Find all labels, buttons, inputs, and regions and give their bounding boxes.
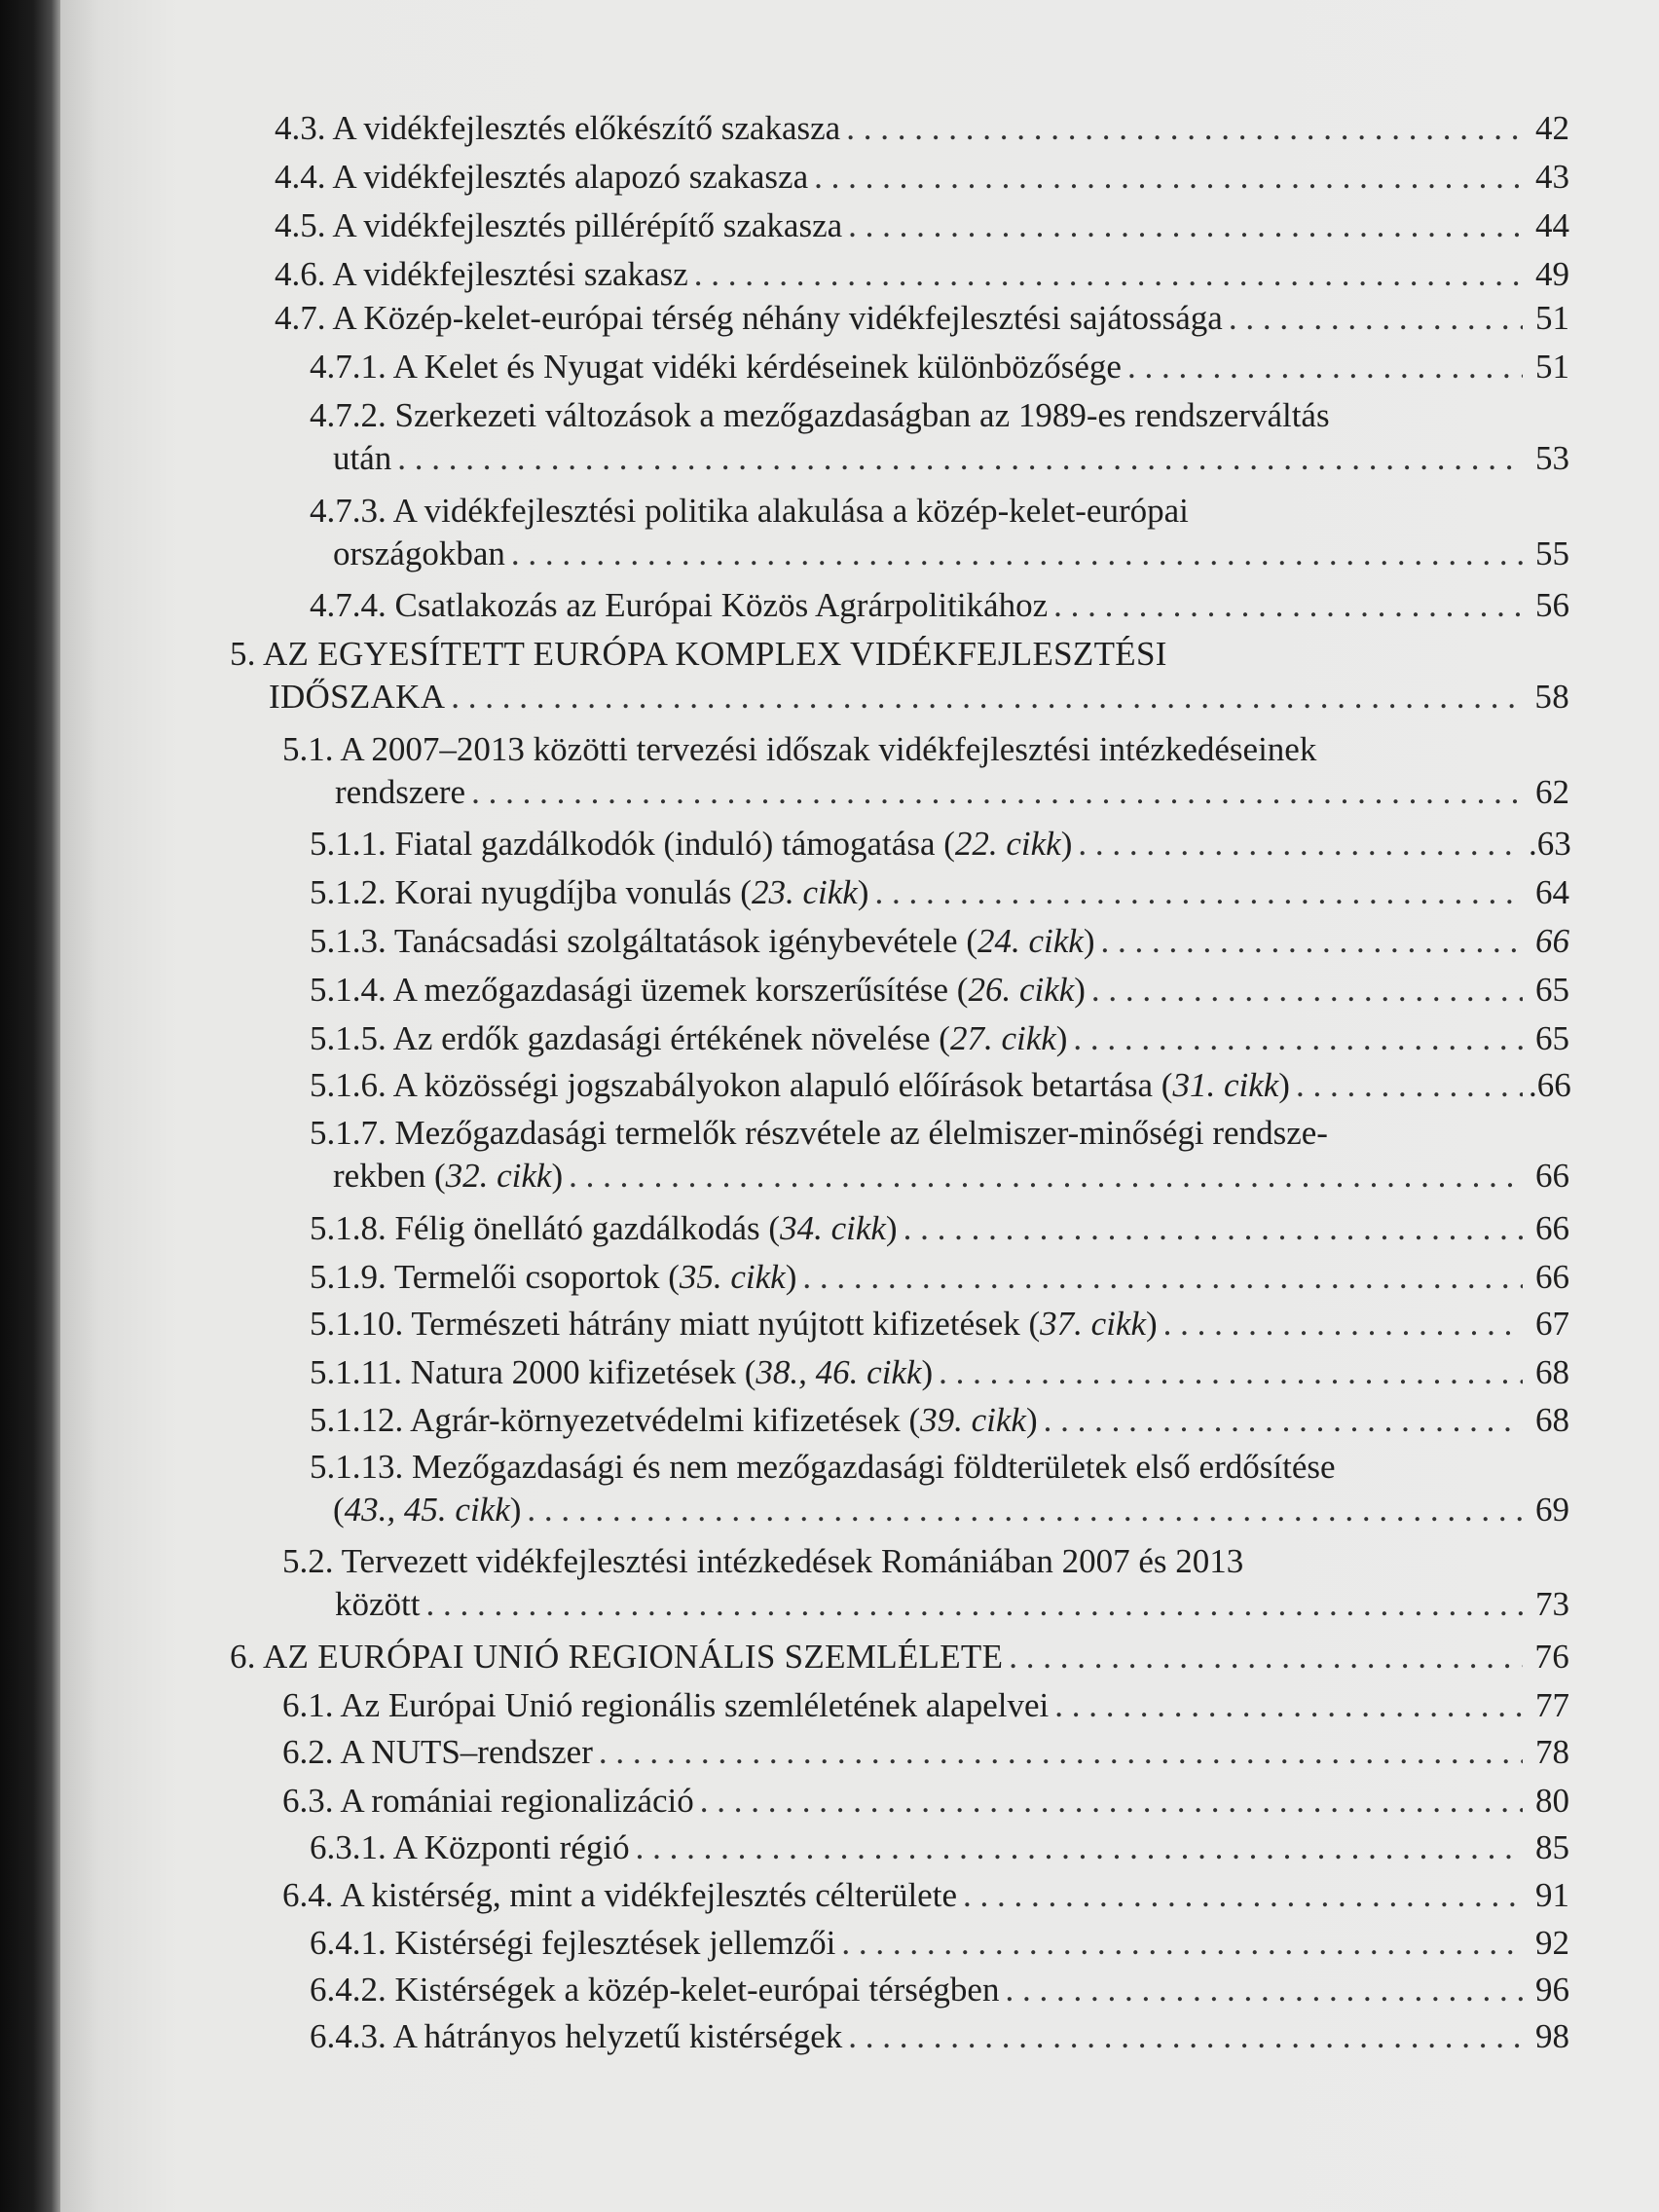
toc-entry-title: 6.3.1. A Központi régió bbox=[310, 1828, 630, 1866]
toc-page-number: 65 bbox=[1535, 971, 1569, 1009]
toc-entry-title: 4.7.4. Csatlakozás az Európai Közös Agrárpolitikához bbox=[310, 586, 1049, 624]
toc-page-number: 64 bbox=[1535, 873, 1569, 911]
toc-page-number: 98 bbox=[1535, 2017, 1569, 2055]
toc-page-number: 68 bbox=[1535, 1353, 1569, 1391]
dot-leader bbox=[1229, 297, 1523, 340]
article-reference: 39. cikk bbox=[920, 1401, 1026, 1439]
toc-entry-title: 6.4.1. Kistérségi fejlesztések jellemzői bbox=[310, 1924, 836, 1962]
toc-entry-title: 5.1.1. Fiatal gazdálkodók (induló) támogatása (22. cikk) bbox=[310, 825, 1073, 863]
toc-entry-title-line1: 5.1.7. Mezőgazdasági termelők részvétele az élelmiszer-minőségi rendsze- bbox=[310, 1114, 1328, 1152]
toc-page-number: 96 bbox=[1535, 1971, 1569, 2009]
toc-entry-title: 5.1.3. Tanácsadási szolgáltatások igénybevétele (24. cikk) bbox=[310, 922, 1095, 960]
toc-entry-title: 4.4. A vidékfejlesztés alapozó szakasza bbox=[275, 158, 809, 196]
article-reference: 31. cikk bbox=[1172, 1066, 1279, 1104]
dot-leader bbox=[599, 1731, 1523, 1774]
toc-entry-5-1-10 bbox=[310, 1303, 1569, 1346]
dot-leader bbox=[1044, 1399, 1523, 1442]
toc-entry-5-1-1 bbox=[310, 823, 1569, 866]
toc-page-number: 80 bbox=[1535, 1782, 1569, 1820]
toc-entry-title: 5.1.5. Az erdők gazdasági értékének növelése (27. cikk) bbox=[310, 1019, 1068, 1057]
toc-page-number: 55 bbox=[1535, 535, 1569, 572]
toc-entry-5-1-13 bbox=[310, 1446, 1569, 1531]
toc-page-number: 68 bbox=[1535, 1401, 1569, 1439]
toc-entry-4-5 bbox=[275, 204, 1569, 247]
toc-entry-title-line1: 5.1. A 2007–2013 közötti tervezési időszak vidékfejlesztési intézkedéseinek bbox=[282, 730, 1317, 768]
article-reference: 43., 45. cikk bbox=[344, 1491, 510, 1529]
dot-leader bbox=[903, 1207, 1523, 1250]
article-reference: 26. cikk bbox=[968, 971, 1075, 1009]
toc-entry-title-line2: között bbox=[335, 1585, 421, 1623]
toc-entry-4-7-1 bbox=[310, 346, 1569, 388]
toc-entry-title: 5.1.9. Termelői csoportok (35. cikk) bbox=[310, 1258, 797, 1296]
dot-leader bbox=[1127, 346, 1523, 388]
toc-page-number: 66 bbox=[1535, 1157, 1569, 1195]
toc-entry-5-1-9 bbox=[310, 1256, 1569, 1299]
toc-entry-title: 4.6. A vidékfejlesztési szakasz bbox=[275, 255, 688, 293]
dot-leader bbox=[397, 437, 1523, 480]
toc-entry-6-4-1 bbox=[310, 1922, 1569, 1965]
toc-entry-title: 4.5. A vidékfejlesztés pillérépítő szakasza bbox=[275, 206, 843, 244]
toc-entry-title: 4.3. A vidékfejlesztés előkészítő szakasza bbox=[275, 109, 841, 147]
toc-page-number: 43 bbox=[1535, 158, 1569, 196]
toc-entry-6-4-2 bbox=[310, 1969, 1569, 2011]
toc-entry-title: 5.1.2. Korai nyugdíjba vonulás (23. cikk) bbox=[310, 873, 869, 911]
toc-page-number: 51 bbox=[1535, 348, 1569, 386]
toc-entry-title-line2: országokban bbox=[333, 535, 505, 572]
article-reference: 38., 46. cikk bbox=[756, 1353, 922, 1391]
dot-leader bbox=[1053, 584, 1523, 627]
dot-leader bbox=[874, 871, 1523, 914]
toc-page-number: 91 bbox=[1535, 1876, 1569, 1914]
article-reference: 32. cikk bbox=[445, 1157, 552, 1195]
toc-entry-5-2 bbox=[282, 1540, 1569, 1626]
dot-leader bbox=[846, 107, 1523, 150]
dot-leader bbox=[939, 1351, 1523, 1394]
dot-leader bbox=[527, 1489, 1523, 1531]
toc-entry-title: 5.1.12. Agrár-környezetvédelmi kifizetések (39. cikk) bbox=[310, 1401, 1038, 1439]
toc-page-number: 69 bbox=[1535, 1491, 1569, 1529]
toc-entry-6-1 bbox=[282, 1684, 1569, 1727]
dot-leader bbox=[1005, 1969, 1523, 2011]
dot-leader bbox=[694, 253, 1523, 296]
dot-leader bbox=[569, 1155, 1523, 1198]
article-reference: 22. cikk bbox=[954, 825, 1061, 863]
dot-leader bbox=[511, 533, 1523, 575]
dot-leader bbox=[1073, 1017, 1523, 1060]
dot-leader bbox=[700, 1780, 1523, 1823]
toc-entry-5-1-6 bbox=[310, 1064, 1569, 1107]
toc-entry-6-3 bbox=[282, 1780, 1569, 1823]
toc-page-number: 56 bbox=[1535, 586, 1569, 624]
article-reference: 27. cikk bbox=[949, 1019, 1056, 1057]
toc-entry-title: 5.1.10. Természeti hátrány miatt nyújtott kifizetések (37. cikk) bbox=[310, 1305, 1158, 1343]
dot-leader bbox=[1296, 1064, 1523, 1107]
dot-leader bbox=[841, 1922, 1523, 1965]
toc-entry-5-1-4 bbox=[310, 969, 1569, 1012]
toc-entry-title-line1: 4.7.3. A vidékfejlesztési politika alakulása a közép-kelet-európai bbox=[310, 492, 1189, 530]
toc-entry-title-line1: 5.2. Tervezett vidékfejlesztési intézkedések Romániában 2007 és 2013 bbox=[282, 1542, 1244, 1580]
toc-page-number: 66 bbox=[1535, 1209, 1569, 1247]
toc-entry-title-line1: 5.1.13. Mezőgazdasági és nem mezőgazdasági földterületek első erdősítése bbox=[310, 1448, 1336, 1486]
toc-page-number: 67 bbox=[1535, 1305, 1569, 1343]
toc-entry-title-line2: rendszere bbox=[335, 773, 466, 811]
toc-page-number: 66 bbox=[1535, 1258, 1569, 1296]
toc-entry-5-1-8 bbox=[310, 1207, 1569, 1250]
toc-entry-title: 5.1.4. A mezőgazdasági üzemek korszerűsítése (26. cikk) bbox=[310, 971, 1086, 1009]
toc-entry-title: 6.4. A kistérség, mint a vidékfejlesztés célterülete bbox=[282, 1876, 957, 1914]
toc-chapter-title: 6. AZ EURÓPAI UNIÓ REGIONÁLIS SZEMLÉLETE bbox=[230, 1638, 1004, 1676]
article-reference: 34. cikk bbox=[780, 1209, 886, 1247]
dot-leader bbox=[1009, 1636, 1523, 1678]
dot-leader bbox=[848, 2015, 1523, 2058]
toc-entry-4-7-4 bbox=[310, 584, 1569, 627]
toc-page-number: 73 bbox=[1535, 1585, 1569, 1623]
toc-entry-5-1-11 bbox=[310, 1351, 1569, 1394]
toc-entry-5-1-2 bbox=[310, 871, 1569, 914]
toc-chapter-title-line2: IDŐSZAKA bbox=[269, 678, 446, 716]
toc-page-number: 42 bbox=[1535, 109, 1569, 147]
toc-entry-5-1-7 bbox=[310, 1112, 1569, 1198]
toc-entry-title: 6.4.2. Kistérségek a közép-kelet-európai térségben bbox=[310, 1971, 1000, 2009]
toc-entry-title: 5.1.6. A közösségi jogszabályokon alapuló előírások betartása (31. cikk) bbox=[310, 1066, 1290, 1104]
toc-entry-title: 4.7. A Közép-kelet-európai térség néhány vidékfejlesztési sajátossága bbox=[275, 299, 1223, 337]
dot-leader bbox=[1100, 920, 1523, 963]
toc-page-number: 49 bbox=[1535, 255, 1569, 293]
toc-page-number: 77 bbox=[1535, 1686, 1569, 1724]
toc-entry-5-1-5 bbox=[310, 1017, 1569, 1060]
toc-entry-title-line1: 4.7.2. Szerkezeti változások a mezőgazdaságban az 1989-es rendszerváltás bbox=[310, 396, 1330, 434]
toc-page-number: 66 bbox=[1535, 922, 1569, 960]
dot-leader bbox=[1078, 823, 1523, 866]
dot-leader bbox=[1091, 969, 1523, 1012]
toc-entry-title-line2: után bbox=[333, 439, 392, 477]
toc-page-number: 65 bbox=[1535, 1019, 1569, 1057]
toc-entry-5-1-3 bbox=[310, 920, 1569, 963]
dot-leader bbox=[814, 156, 1523, 199]
dot-leader bbox=[963, 1874, 1523, 1917]
toc-entry-4-7 bbox=[275, 297, 1569, 340]
toc-entry-title-line2: rekben (32. cikk) bbox=[333, 1157, 564, 1195]
dot-leader bbox=[636, 1826, 1523, 1869]
toc-entry-title-line2: (43., 45. cikk) bbox=[333, 1491, 522, 1529]
article-reference: 35. cikk bbox=[679, 1258, 786, 1296]
toc-entry-4-7-3 bbox=[310, 490, 1569, 575]
toc-page-number: 85 bbox=[1535, 1828, 1569, 1866]
toc-entry-title: 5.1.11. Natura 2000 kifizetések (38., 46. cikk) bbox=[310, 1353, 934, 1391]
toc-chapter-5 bbox=[230, 633, 1569, 719]
article-reference: 24. cikk bbox=[977, 922, 1084, 960]
toc-page-number: 92 bbox=[1535, 1924, 1569, 1962]
dot-leader bbox=[1163, 1303, 1523, 1346]
toc-page-number: 53 bbox=[1535, 439, 1569, 477]
toc-entry-title: 6.4.3. A hátrányos helyzetű kistérségek bbox=[310, 2017, 843, 2055]
toc-entry-title: 6.2. A NUTS–rendszer bbox=[282, 1733, 593, 1771]
toc-entry-4-4 bbox=[275, 156, 1569, 199]
toc-entry-title: 6.3. A romániai regionalizáció bbox=[282, 1782, 694, 1820]
toc-entry-4-7-2 bbox=[310, 394, 1569, 480]
toc-chapter-6 bbox=[230, 1636, 1569, 1678]
toc-entry-6-3-1 bbox=[310, 1826, 1569, 1869]
toc-entry-6-4 bbox=[282, 1874, 1569, 1917]
toc-entry-4-6 bbox=[275, 253, 1569, 296]
toc-page-number: 62 bbox=[1535, 773, 1569, 811]
toc-entry-6-4-3 bbox=[310, 2015, 1569, 2058]
toc-page-number: 44 bbox=[1535, 206, 1569, 244]
toc-page-number: 58 bbox=[1534, 678, 1569, 716]
toc-page-number: 78 bbox=[1535, 1733, 1569, 1771]
toc-entry-title: 4.7.1. A Kelet és Nyugat vidéki kérdéseinek különbözősége bbox=[310, 348, 1122, 386]
toc-entry-4-3 bbox=[275, 107, 1569, 150]
article-reference: 23. cikk bbox=[751, 873, 858, 911]
toc-entry-title: 6.1. Az Európai Unió regionális szemléletének alapelvei bbox=[282, 1686, 1050, 1724]
toc-entry-5-1-12 bbox=[310, 1399, 1569, 1442]
dot-leader bbox=[471, 771, 1523, 814]
dot-leader bbox=[451, 676, 1523, 719]
toc-entry-title: 5.1.8. Félig önellátó gazdálkodás (34. cikk) bbox=[310, 1209, 898, 1247]
toc-page-number: 51 bbox=[1535, 299, 1569, 337]
toc-page-number: 76 bbox=[1534, 1638, 1569, 1676]
toc-chapter-title-line1: 5. AZ EGYESÍTETT EURÓPA KOMPLEX VIDÉKFEJLESZTÉSI bbox=[230, 635, 1167, 673]
toc-entry-5-1 bbox=[282, 728, 1569, 814]
dot-leader bbox=[848, 204, 1523, 247]
dot-leader bbox=[425, 1583, 1523, 1626]
toc-page-number: .63 bbox=[1529, 825, 1571, 863]
dot-leader bbox=[802, 1256, 1523, 1299]
toc-page-number: .66 bbox=[1529, 1066, 1571, 1104]
toc-entry-6-2 bbox=[282, 1731, 1569, 1774]
article-reference: 37. cikk bbox=[1040, 1305, 1146, 1343]
dot-leader bbox=[1054, 1684, 1523, 1727]
